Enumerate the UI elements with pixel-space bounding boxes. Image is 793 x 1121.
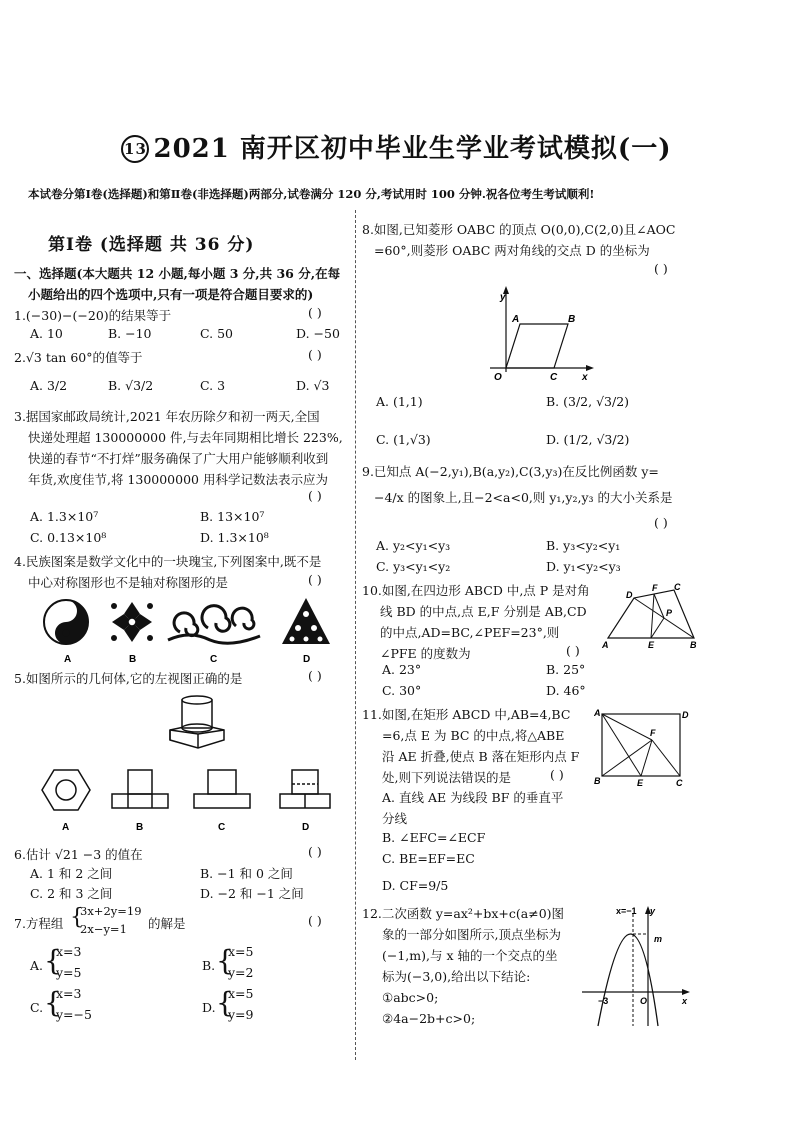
knot-ornament-pattern-icon: [111, 602, 153, 642]
exam-intro: 本试卷分第Ⅰ卷(选择题)和第Ⅱ卷(非选择题)两部分,试卷满分 120 分,考试用时 100 分钟.祝各位考生考试顺利!: [28, 187, 595, 201]
q5-answer-paren: ( ): [308, 668, 322, 683]
q11-answer-paren: ( ): [550, 767, 564, 782]
q9-answer-paren: ( ): [654, 515, 668, 530]
cloud-pattern-icon: [168, 606, 260, 644]
q2-option-b: B. √3/2: [108, 378, 154, 393]
q8-label-c: C: [550, 372, 558, 382]
q7-option-a-label: A.: [30, 958, 44, 973]
q3-stem-line4: 年货,欢度佳节,将 130000000 用科学记数法表示应为: [28, 472, 328, 487]
q12-label-neg3: −3: [598, 996, 609, 1006]
q10-stem-line1: 10.如图,在四边形 ABCD 中,点 P 是对角: [362, 583, 590, 598]
q1-stem: 1.(−30)−(−20)的结果等于: [14, 308, 172, 323]
q10-option-d: D. 46°: [546, 683, 586, 698]
q6-option-a: A. 1 和 2 之间: [30, 866, 113, 881]
q7-brace: {: [70, 905, 84, 930]
q3-stem-line3: 快递的春节“不打烊”服务确保了广大用户能够顺利收到: [28, 451, 329, 466]
q5-label-a: A: [62, 822, 70, 833]
q11-stem-line3: 沿 AE 折叠,使点 B 落在矩形内点 F: [382, 749, 580, 764]
q7-option-b-y: y=2: [228, 965, 254, 980]
q9-stem-line1: 9.已知点 A(−2,y₁),B(a,y₂),C(3,y₃)在反比例函数 y=: [362, 464, 659, 479]
q8-rhombus-figure: [470, 282, 600, 382]
q7-option-d-label: D.: [202, 1000, 216, 1015]
view-option-c-icon: [194, 770, 250, 808]
section-title: 第Ⅰ卷 (选择题 共 36 分): [48, 235, 255, 255]
q8-label-x: x: [582, 372, 588, 382]
q3-stem-line1: 3.据国家邮政局统计,2021 年农历除夕和初一两天,全国: [14, 409, 320, 424]
q11-stem-line1: 11.如图,在矩形 ABCD 中,AB=4,BC: [362, 707, 571, 722]
q11-option-d: D. CF=9/5: [382, 878, 449, 893]
q4-stem-line2: 中心对称图形也不是轴对称图形的是: [28, 575, 229, 590]
q10-label-p: P: [666, 608, 673, 618]
q10-option-b: B. 25°: [546, 662, 586, 677]
q11-label-d: D: [682, 710, 689, 720]
q12-label-x: x: [682, 996, 688, 1006]
q7-stem: 7.方程组: [14, 916, 64, 931]
q12-conclusion-1: ①abc>0;: [382, 990, 439, 1005]
q10-quadrilateral-figure: [600, 580, 700, 650]
view-option-d-icon: [280, 770, 330, 808]
q4-label-b: B: [129, 654, 137, 665]
q8-label-a: A: [512, 314, 520, 325]
q7-option-d-x: x=5: [228, 986, 254, 1001]
q8-option-d: D. (1/2, √3/2): [546, 432, 630, 447]
view-option-a-hexagon-icon: [42, 770, 90, 810]
q11-option-a-line2: 分线: [382, 811, 408, 826]
q7-option-a-brace: {: [44, 944, 62, 977]
q5-figure: [30, 690, 345, 840]
dotted-triangle-pattern-icon: [282, 598, 330, 644]
q2-option-c: C. 3: [200, 378, 226, 393]
q7-option-b-brace: {: [216, 944, 234, 977]
q12-label-axis-of-symmetry: x=−1: [616, 906, 637, 916]
q12-stem-line3: (−1,m),与 x 轴的一个交点的坐: [382, 948, 558, 963]
q7-option-b-label: B.: [202, 958, 216, 973]
exam-title: [0, 128, 793, 165]
view-option-b-icon: [112, 770, 168, 808]
q10-label-c: C: [674, 582, 681, 592]
q6-option-d: D. −2 和 −1 之间: [200, 886, 304, 901]
q2-option-a: A. 3/2: [30, 378, 68, 393]
q7-stem-tail: 的解是: [148, 916, 186, 931]
q8-option-b: B. (3/2, √3/2): [546, 394, 630, 409]
q7-option-c-y: y=−5: [56, 1007, 92, 1022]
q3-option-d: D. 1.3×10⁸: [200, 530, 269, 545]
q12-parabola-figure: [578, 900, 698, 1030]
q6-answer-paren: ( ): [308, 844, 322, 859]
q10-label-a: A: [602, 640, 609, 650]
q7-option-c-label: C.: [30, 1000, 44, 1015]
q11-label-c: C: [676, 778, 683, 788]
q12-conclusion-2: ②4a−2b+c>0;: [382, 1011, 476, 1026]
q6-option-c: C. 2 和 3 之间: [30, 886, 113, 901]
q11-label-b: B: [594, 776, 601, 786]
q8-label-o: O: [494, 372, 502, 382]
exam-title-text: 2021 南开区初中毕业生学业考试模拟(一): [153, 134, 672, 164]
q3-stem-line2: 快递处理超 130000000 件,与去年同期相比增长 223%,: [28, 430, 343, 445]
q1-option-d: D. −50: [296, 326, 340, 341]
q11-stem-line4: 处,则下列说法错误的是: [382, 770, 511, 785]
q7-equation-2: 2x−y=1: [80, 922, 127, 936]
q1-option-a: A. 10: [30, 326, 63, 341]
q10-stem-line2: 线 BD 的中点,点 E,F 分别是 AB,CD: [380, 604, 587, 619]
q4-stem-line1: 4.民族图案是数学文化中的一块瑰宝,下列图案中,既不是: [14, 554, 322, 569]
q11-label-f: F: [650, 728, 656, 738]
exam-number-badge: 13: [121, 135, 149, 163]
q5-label-b: B: [136, 822, 144, 833]
q3-option-a: A. 1.3×10⁷: [30, 509, 99, 524]
q4-patterns-figure: [30, 592, 345, 667]
q7-option-a-x: x=3: [56, 944, 82, 959]
q11-option-c: C. BE=EF=EC: [382, 851, 475, 866]
column-divider: [355, 210, 356, 1060]
q7-option-c-brace: {: [44, 986, 62, 1019]
q2-option-d: D. √3: [296, 378, 330, 393]
q11-label-a: A: [594, 708, 601, 718]
q1-option-b: B. −10: [108, 326, 152, 341]
q10-stem-line3: 的中点,AD=BC,∠PEF=23°,则: [380, 625, 560, 640]
q12-stem-line2: 象的一部分如图所示,顶点坐标为: [382, 927, 561, 942]
q4-label-a: A: [64, 654, 72, 665]
q11-option-b: B. ∠EFC=∠ECF: [382, 830, 486, 845]
q4-answer-paren: ( ): [308, 572, 322, 587]
q9-stem-line2: −4/x 的图象上,且−2<a<0,则 y₁,y₂,y₃ 的大小关系是: [374, 490, 673, 505]
q12-label-y: y: [650, 906, 656, 916]
q10-label-b: B: [690, 640, 697, 650]
q7-answer-paren: ( ): [308, 913, 322, 928]
q8-label-b: B: [568, 314, 576, 325]
q9-option-b: B. y₃<y₂<y₁: [546, 538, 621, 553]
q1-option-c: C. 50: [200, 326, 233, 341]
q7-option-b-x: x=5: [228, 944, 254, 959]
q12-label-o: O: [640, 996, 648, 1006]
q11-stem-line2: =6,点 E 为 BC 的中点,将△ABE: [382, 728, 565, 743]
q8-option-a: A. (1,1): [376, 394, 423, 409]
q10-stem-line4: ∠PFE 的度数为: [380, 646, 471, 661]
q3-answer-paren: ( ): [308, 488, 322, 503]
q7-option-d-brace: {: [216, 986, 234, 1019]
q7-option-c-x: x=3: [56, 986, 82, 1001]
q9-option-c: C. y₃<y₁<y₂: [376, 559, 451, 574]
q4-label-d: D: [303, 654, 311, 665]
q11-option-a-line1: A. 直线 AE 为线段 BF 的垂直平: [382, 790, 564, 805]
q12-label-m: m: [654, 934, 663, 944]
yin-yang-pattern-icon: [44, 600, 88, 644]
section-instruction-1: 一、选择题(本大题共 12 小题,每小题 3 分,共 36 分,在每: [14, 266, 341, 281]
q12-stem-line1: 12.二次函数 y=ax²+bx+c(a≠0)图: [362, 906, 565, 921]
q10-label-f: F: [652, 583, 658, 593]
q12-stem-line4: 标为(−3,0),给出以下结论:: [382, 969, 531, 984]
q8-answer-paren: ( ): [654, 261, 668, 276]
q6-option-b: B. −1 和 0 之间: [200, 866, 293, 881]
q8-label-y: y: [500, 292, 506, 303]
q6-stem: 6.估计 √21 −3 的值在: [14, 847, 143, 862]
q7-option-a-y: y=5: [56, 965, 82, 980]
q7-equation-1: 3x+2y=19: [80, 904, 142, 918]
q8-stem-line2: =60°,则菱形 OABC 两对角线的交点 D 的坐标为: [374, 243, 650, 258]
q10-label-e: E: [648, 640, 655, 650]
q2-stem: 2.√3 tan 60°的值等于: [14, 350, 143, 365]
q5-label-d: D: [302, 822, 310, 833]
q9-option-a: A. y₂<y₁<y₃: [376, 538, 451, 553]
q5-stem: 5.如图所示的几何体,它的左视图正确的是: [14, 671, 243, 686]
q11-rectangle-figure: [594, 704, 694, 790]
geometric-solid-icon: [170, 696, 224, 748]
q10-label-d: D: [626, 590, 633, 600]
q2-answer-paren: ( ): [308, 347, 322, 362]
q9-option-d: D. y₁<y₂<y₃: [546, 559, 621, 574]
q3-option-c: C. 0.13×10⁸: [30, 530, 107, 545]
section-instruction-2: 小题给出的四个选项中,只有一项是符合题目要求的): [28, 287, 314, 302]
q7-option-d-y: y=9: [228, 1007, 254, 1022]
q10-option-c: C. 30°: [382, 683, 422, 698]
q3-option-b: B. 13×10⁷: [200, 509, 265, 524]
q1-answer-paren: ( ): [308, 305, 322, 320]
q10-option-a: A. 23°: [382, 662, 422, 677]
q10-answer-paren: ( ): [566, 643, 580, 658]
q8-stem-line1: 8.如图,已知菱形 OABC 的顶点 O(0,0),C(2,0)且∠AOC: [362, 222, 676, 237]
q8-option-c: C. (1,√3): [376, 432, 431, 447]
q11-label-e: E: [637, 778, 644, 788]
q4-label-c: C: [210, 654, 218, 665]
q5-label-c: C: [218, 822, 226, 833]
